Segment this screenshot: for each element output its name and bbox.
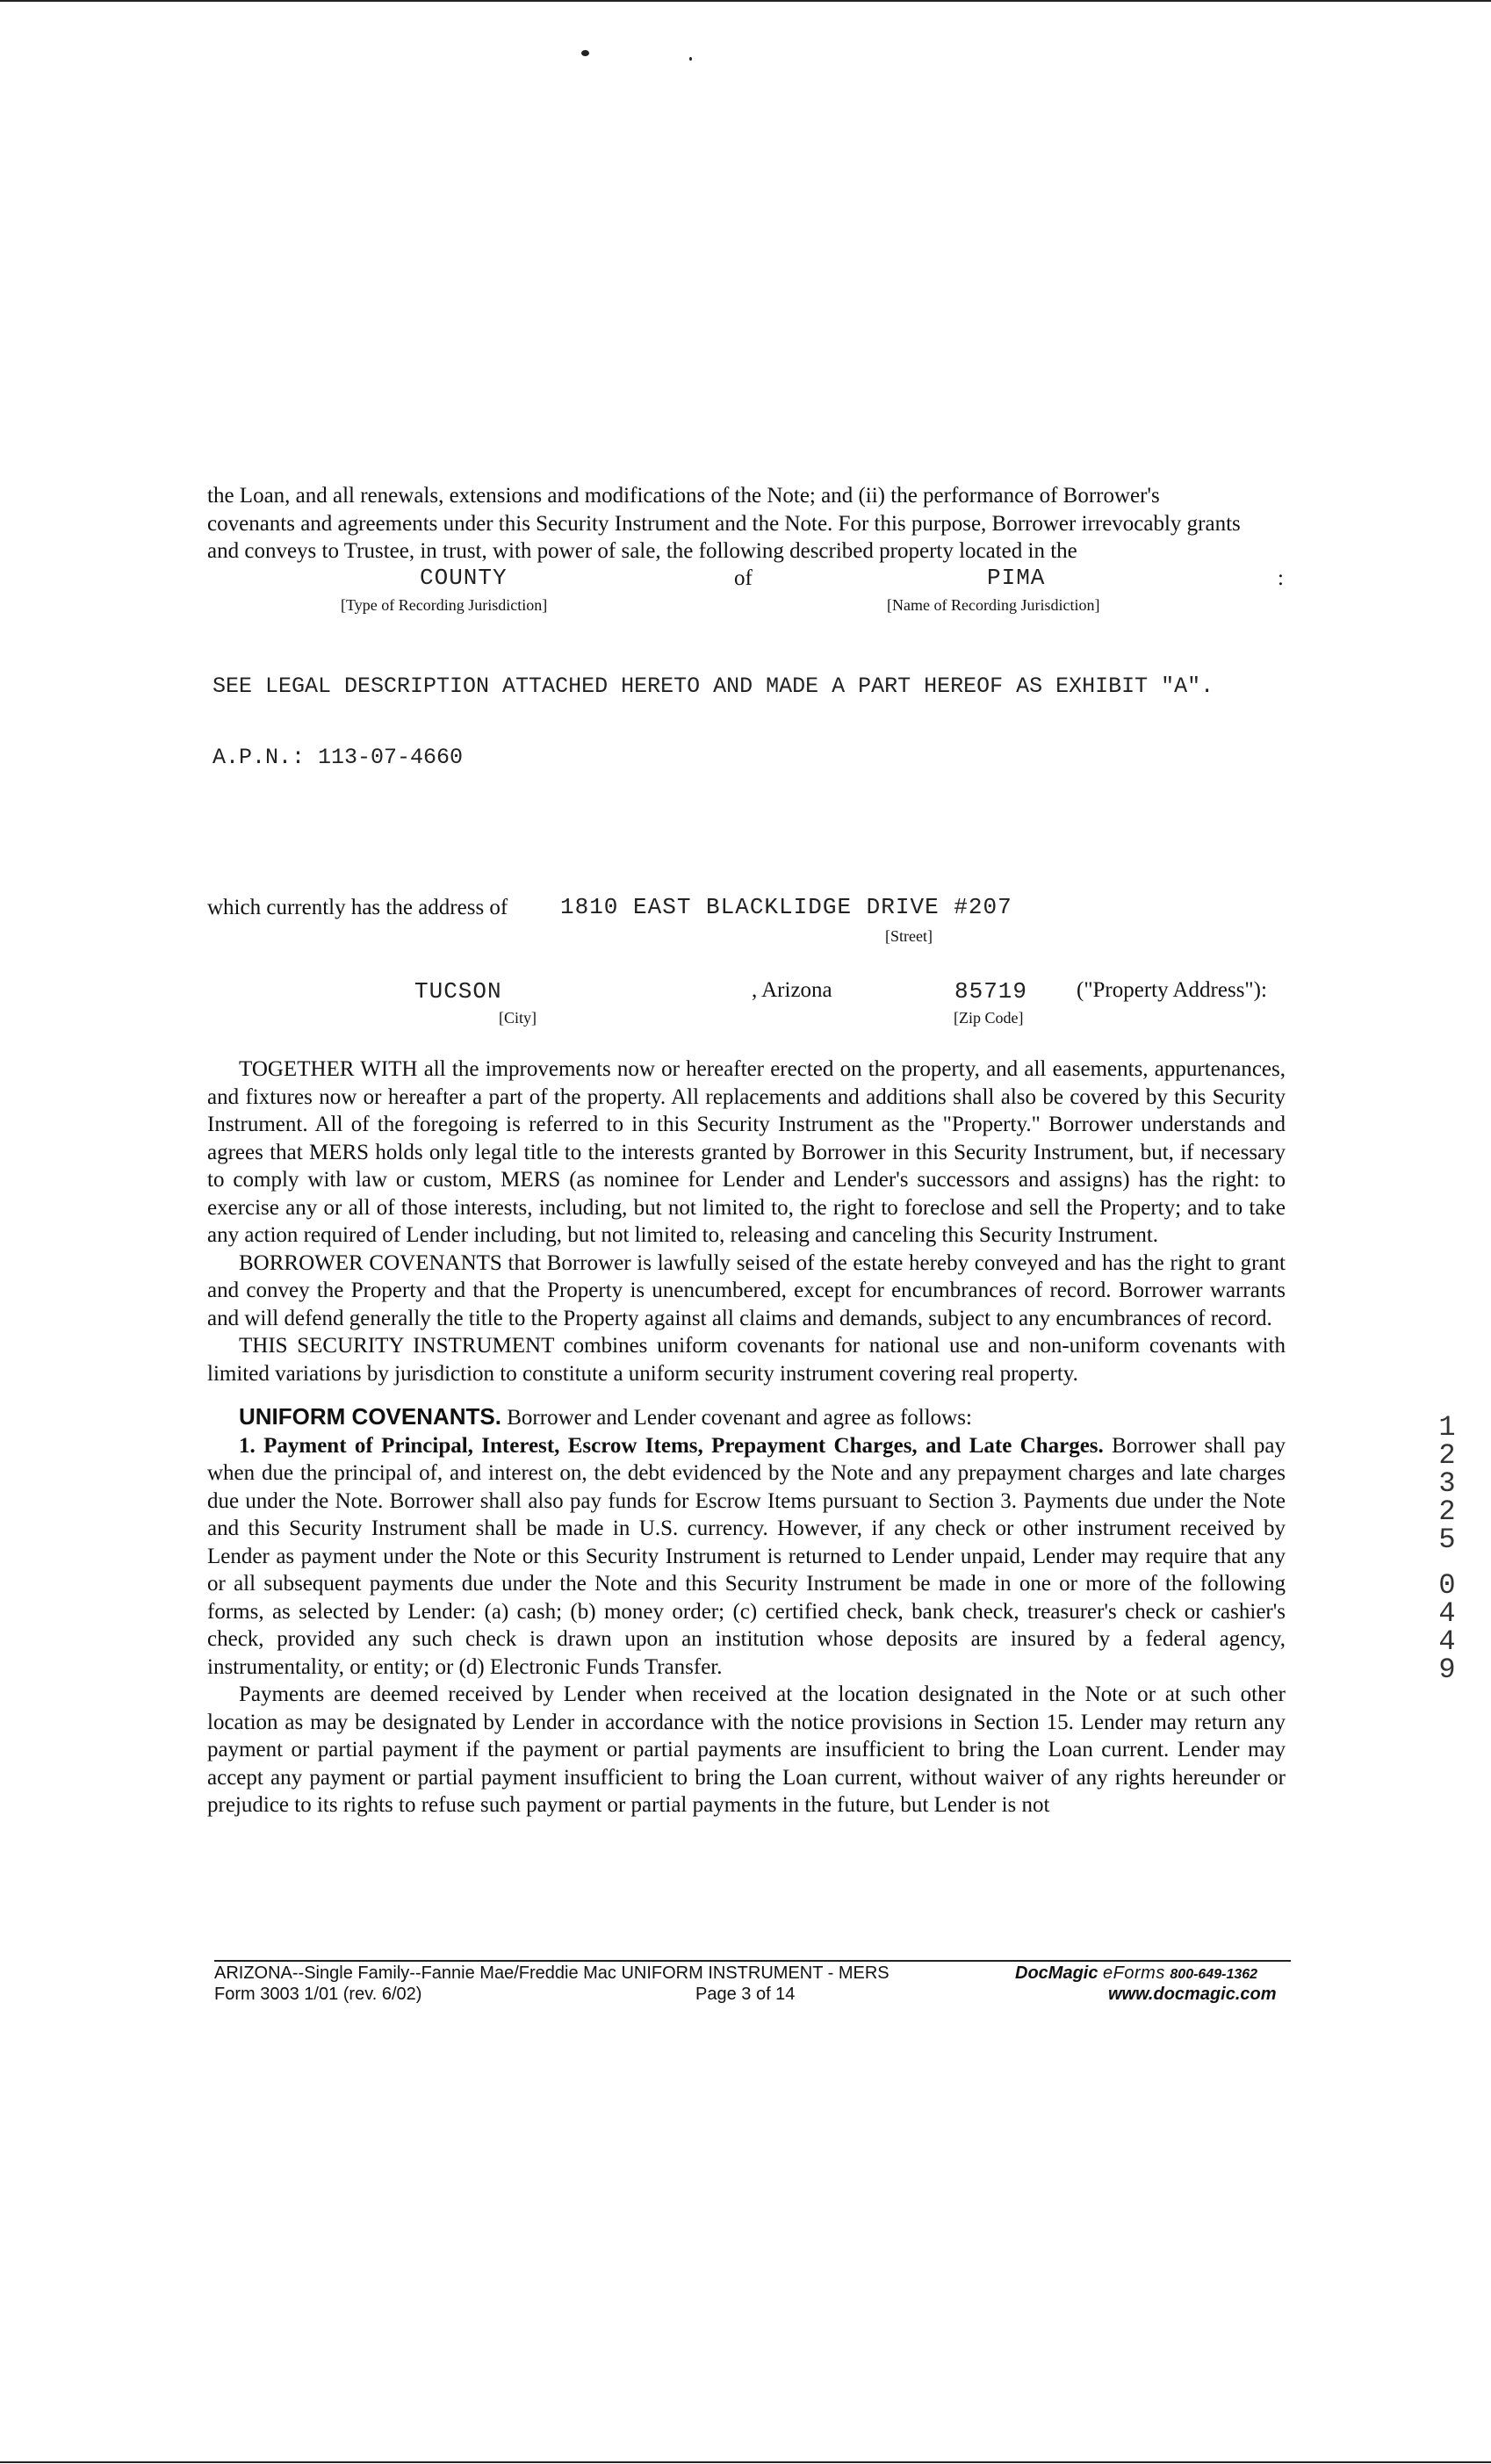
jurisdiction-name-value: PIMA xyxy=(987,565,1046,591)
footer-form-number: Form 3003 1/01 (rev. 6/02) xyxy=(214,1985,422,2004)
legal-description xyxy=(212,627,1214,817)
stamp-digit: 2 xyxy=(1438,1439,1456,1472)
docmagic-eforms: eForms xyxy=(1103,1963,1165,1983)
intro-paragraph xyxy=(207,482,1286,566)
address-zip-value: 85719 xyxy=(954,978,1028,1005)
intro-line-1: the Loan, and all renewals, extensions and modifications of the Note; and (ii) the performance of Borrower's xyxy=(207,484,1160,508)
payment-number: 1. xyxy=(239,1433,256,1458)
payment-paragraph xyxy=(207,1432,1286,1682)
address-zip-caption: [Zip Code] xyxy=(954,1009,1024,1027)
stamp-digit: 9 xyxy=(1438,1653,1456,1686)
docmagic-logo xyxy=(1015,1963,1257,1984)
jurisdiction-type-caption: [Type of Recording Jurisdiction] xyxy=(341,596,548,614)
top-border xyxy=(0,0,1491,2)
uniform-covenants-heading xyxy=(207,1403,1286,1432)
together-paragraph: TOGETHER WITH all the improvements now or hereafter erected on the property, and all easements, appurtenances, and fixtures now or hereafter a part of the property. All replacements and additions shall also be covered by this Security Instrument. All of the foregoing is referred to in this Security Instrument as the "Property." Borrower understands and agrees that MERS holds only legal title to the interests granted by Borrower in this Security Instrument, but, if necessary to comply with law or custom, MERS (as nominee for Lender and Lender's successors and assigns) has the right: to exercise any or all of those interests, including, but not limited to, the right to foreclose and sell the Property; and to take any action required of Lender including, but not limited to, releasing and canceling this Security Instrument. xyxy=(207,1057,1286,1247)
stamp-digit: 0 xyxy=(1438,1569,1456,1602)
recording-stamp xyxy=(1430,1411,1465,1686)
payments-received-paragraph: Payments are deemed received by Lender when received at the location designated in the Note or at such other location as may be designated by Lender in accordance with the notice provisions in Section 15. Lender may return any payment or partial payment if the payment or partial payments are insufficient to bring the Loan current. Lender may accept any payment or partial payment insufficient to bring the Loan current, without waiver of any rights hereunder or prejudice to its rights to refuse such payment or partial payments in the future, but Lender is not xyxy=(207,1682,1286,1817)
jurisdiction-colon: : xyxy=(1278,566,1284,590)
this-security-paragraph: THIS SECURITY INSTRUMENT combines uniform covenants for national use and non-uniform covenants with limited variations by jurisdiction to constitute a uniform security instrument covering real property. xyxy=(207,1334,1286,1386)
stamp-digit: 2 xyxy=(1438,1495,1456,1528)
borrower-covenants-paragraph: BORROWER COVENANTS that Borrower is lawfully seised of the estate hereby conveyed and has the right to grant and convey the Property and that the Property is unencumbered, except for encumbrances of record. Borrower warrants and will defend generally the title to the Property against all claims and demands, subject to any encumbrances of record. xyxy=(207,1250,1286,1330)
stamp-digit: 5 xyxy=(1438,1524,1456,1556)
footer-page-number: Page 3 of 14 xyxy=(695,1985,796,2004)
intro-line-2: covenants and agreements under this Security Instrument and the Note. For this purpose, Borrower irrevocably grants xyxy=(207,511,1241,536)
stamp-digit: 1 xyxy=(1438,1411,1456,1444)
address-lead: which currently has the address of xyxy=(207,896,508,919)
legal-description-line-1: SEE LEGAL DESCRIPTION ATTACHED HERETO AND MADE A PART HEREOF AS EXHIBIT "A". xyxy=(212,674,1214,699)
address-street-caption: [Street] xyxy=(885,927,933,945)
covenant-text xyxy=(207,1055,1286,1819)
address-city-caption: [City] xyxy=(499,1009,537,1027)
address-street-value: 1810 EAST BLACKLIDGE DRIVE #207 xyxy=(560,894,1012,920)
stamp-digit: 3 xyxy=(1438,1467,1456,1500)
intro-line-3: and conveys to Trustee, in trust, with power of sale, the following described property located in the xyxy=(207,539,1077,563)
scan-speck xyxy=(689,57,692,61)
docmagic-brand: DocMagic xyxy=(1015,1963,1098,1983)
payment-title: Payment of Principal, Interest, Escrow Items, Prepayment Charges, and Late Charges. xyxy=(263,1433,1104,1458)
docmagic-website: www.docmagic.com xyxy=(1108,1985,1277,2004)
address-state: , Arizona xyxy=(752,978,832,1002)
jurisdiction-of: of xyxy=(734,566,753,590)
bottom-border xyxy=(0,2461,1491,2463)
uniform-covenants-title: UNIFORM COVENANTS. xyxy=(239,1403,501,1430)
address-city-value: TUCSON xyxy=(414,978,502,1005)
payment-text: Borrower shall pay when due the principal of, and interest on, the debt evidenced by the Note and any prepayment charges and late charges due under the Note. Borrower shall also pay funds for Escrow Items pursuant to Section 3. Payments due under the Note and this Security Instrument shall be made in U.S. currency. However, if any check or other instrument received by Lender as payment under the Note or this Security Instrument is returned to Lender unpaid, Lender may require that any or all subsequent payments due under the Note and this Security Instrument be made in one or more of the following forms, as selected by Lender: (a) cash; (b) money order; (c) certified check, bank check, treasurer's check or cashier's check, provided any such check is drawn upon an institution whose deposits are insured by a federal agency, instrumentality, or entity; or (d) Electronic Funds Transfer. xyxy=(207,1433,1286,1679)
uniform-covenants-intro: Borrower and Lender covenant and agree as follows: xyxy=(501,1406,972,1430)
footer-form-title: ARIZONA--Single Family--Fannie Mae/Freddie Mac UNIFORM INSTRUMENT - MERS xyxy=(214,1963,890,1983)
docmagic-phone: 800-649-1362 xyxy=(1170,1967,1258,1982)
jurisdiction-type-value: COUNTY xyxy=(420,565,508,591)
stamp-digit: 4 xyxy=(1438,1625,1456,1658)
jurisdiction-name-caption: [Name of Recording Jurisdiction] xyxy=(887,596,1100,614)
footer-rule xyxy=(214,1960,1291,1962)
legal-description-line-2: A.P.N.: 113-07-4660 xyxy=(212,745,464,770)
address-property-label: ("Property Address"): xyxy=(1077,978,1267,1002)
scan-speck xyxy=(581,50,589,56)
stamp-digit: 4 xyxy=(1438,1597,1456,1630)
